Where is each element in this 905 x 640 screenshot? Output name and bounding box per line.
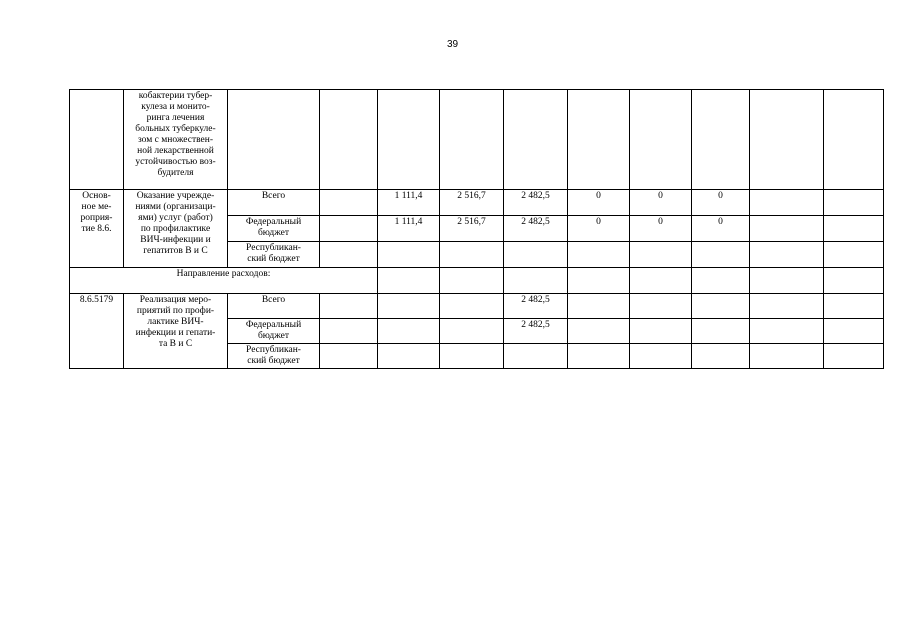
value-cell — [630, 294, 692, 319]
value-cell — [692, 319, 750, 344]
value-cell — [320, 190, 378, 216]
value-cell: 2 482,5 — [504, 319, 568, 344]
value-cell — [504, 344, 568, 369]
value-cell — [630, 90, 692, 190]
value-cell — [440, 90, 504, 190]
row-code: Основ- ное ме- роприя- тие 8.6. — [70, 190, 124, 268]
value-cell — [568, 242, 630, 268]
value-cell — [378, 90, 440, 190]
funding-source: Всего — [228, 190, 320, 216]
value-cell — [750, 242, 824, 268]
value-cell — [568, 319, 630, 344]
value-cell — [824, 90, 884, 190]
value-cell — [320, 344, 378, 369]
row-code: 8.6.5179 — [70, 294, 124, 369]
table-row — [70, 268, 884, 294]
value-cell — [630, 242, 692, 268]
value-cell — [378, 294, 440, 319]
value-cell — [692, 242, 750, 268]
value-cell — [750, 216, 824, 242]
value-cell — [378, 268, 440, 294]
value-cell — [630, 268, 692, 294]
value-cell — [568, 268, 630, 294]
value-cell: 1 111,4 — [378, 190, 440, 216]
expense-direction-label: Направление расходов: — [70, 268, 378, 294]
value-cell — [750, 90, 824, 190]
value-cell — [320, 90, 378, 190]
funding-source: Федеральный бюджет — [228, 319, 320, 344]
value-cell: 0 — [692, 216, 750, 242]
value-cell — [440, 319, 504, 344]
value-cell — [568, 90, 630, 190]
value-cell: 2 482,5 — [504, 216, 568, 242]
value-cell — [440, 344, 504, 369]
value-cell: 2 482,5 — [504, 294, 568, 319]
funding-source: Республикан- ский бюджет — [228, 344, 320, 369]
value-cell — [320, 294, 378, 319]
value-cell — [504, 242, 568, 268]
value-cell — [630, 344, 692, 369]
value-cell: 0 — [568, 190, 630, 216]
value-cell — [824, 216, 884, 242]
funding-source: Республикан- ский бюджет — [228, 242, 320, 268]
value-cell — [568, 294, 630, 319]
funding-source: Федеральный бюджет — [228, 216, 320, 242]
value-cell — [824, 268, 884, 294]
value-cell: 0 — [630, 216, 692, 242]
row-name: Реализация меро- приятий по профи- лактике ВИЧ- инфекции и гепати- та В и С — [124, 294, 228, 369]
value-cell — [692, 294, 750, 319]
value-cell: 0 — [692, 190, 750, 216]
table-row — [70, 90, 884, 190]
funding-source: Всего — [228, 294, 320, 319]
value-cell — [504, 90, 568, 190]
value-cell — [630, 319, 692, 344]
value-cell — [568, 344, 630, 369]
value-cell — [824, 190, 884, 216]
table-row — [70, 294, 884, 319]
value-cell — [378, 242, 440, 268]
value-cell — [750, 344, 824, 369]
value-cell — [692, 344, 750, 369]
value-cell — [378, 344, 440, 369]
value-cell — [750, 319, 824, 344]
page-number: 39 — [446, 39, 459, 50]
value-cell — [692, 90, 750, 190]
value-cell — [824, 319, 884, 344]
value-cell — [824, 344, 884, 369]
value-cell — [504, 268, 568, 294]
value-cell — [320, 319, 378, 344]
value-cell — [440, 268, 504, 294]
value-cell — [320, 216, 378, 242]
value-cell: 2 516,7 — [440, 190, 504, 216]
table-row — [70, 190, 884, 216]
value-cell — [320, 242, 378, 268]
row-name: Оказание учрежде- ниями (организаци- ями) услуг (работ) по профилактике ВИЧ-инфекции и гепатитов В и С — [124, 190, 228, 268]
value-cell: 2 516,7 — [440, 216, 504, 242]
value-cell: 0 — [630, 190, 692, 216]
value-cell: 2 482,5 — [504, 190, 568, 216]
value-cell — [750, 294, 824, 319]
value-cell — [378, 319, 440, 344]
value-cell — [824, 294, 884, 319]
value-cell: 1 111,4 — [378, 216, 440, 242]
value-cell — [824, 242, 884, 268]
value-cell — [440, 242, 504, 268]
budget-table — [69, 89, 884, 369]
funding-source — [228, 90, 320, 190]
value-cell — [692, 268, 750, 294]
value-cell — [440, 294, 504, 319]
row-code — [70, 90, 124, 190]
value-cell — [750, 268, 824, 294]
value-cell: 0 — [568, 216, 630, 242]
value-cell — [750, 190, 824, 216]
row-name: кобактерии тубер- кулеза и монито- ринга лечения больных туберкуле- зом с множествен- ной лекарственной устойчивостью воз- будителя — [124, 90, 228, 190]
